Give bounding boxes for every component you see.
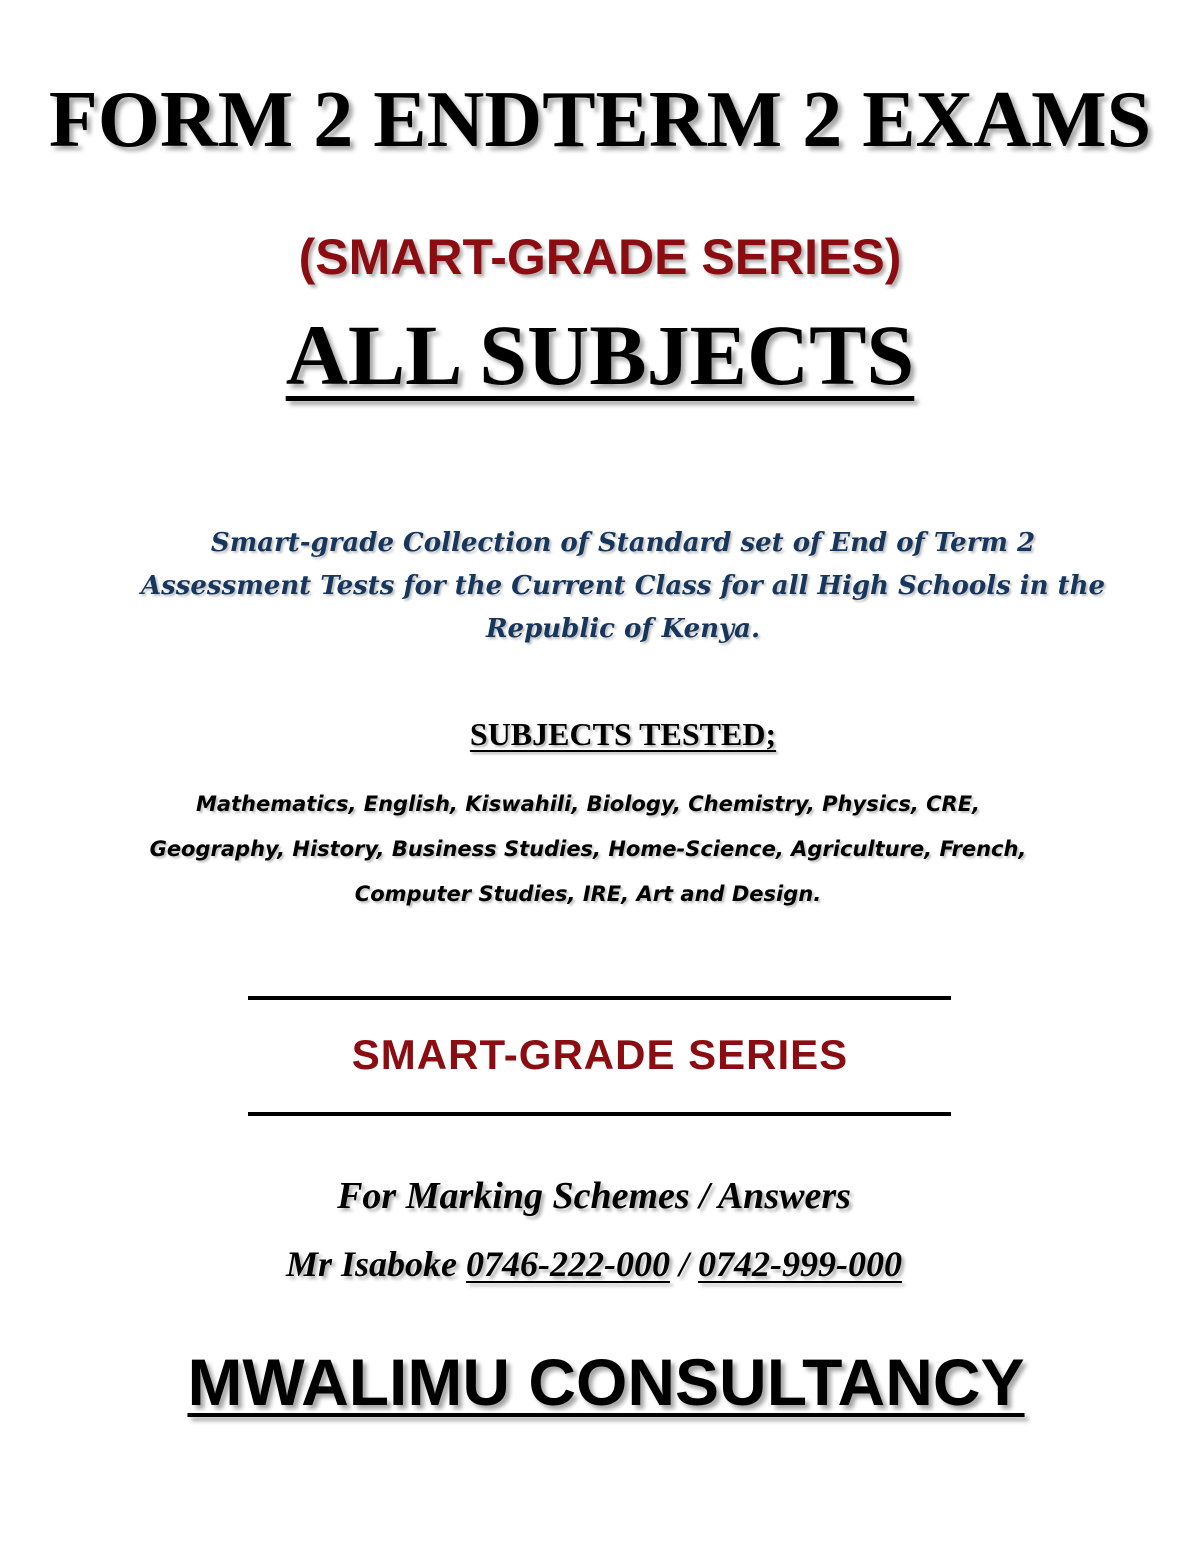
- divider-top: [248, 996, 951, 1000]
- series-band-label: SMART-GRADE SERIES: [351, 1031, 849, 1078]
- marking-schemes-label: For Marking Schemes / Answers: [337, 1175, 851, 1217]
- all-subjects-text: ALL SUBJECTS: [285, 307, 915, 403]
- all-subjects-heading: [0, 305, 1200, 405]
- subjects-list: Mathematics, English, Kiswahili, Biology, Chemistry, Physics, CRE, Geography, History, Business Studies, Home-Science, Agriculture, French, Computer Studies, IRE, Art and Design.: [149, 792, 1027, 906]
- contact-phone-1[interactable]: 0746-222-000: [466, 1244, 670, 1284]
- series-subtitle: (SMART-GRADE SERIES): [298, 229, 902, 285]
- organization-text: MWALIMU CONSULTANCY: [187, 1345, 1025, 1419]
- divider-bottom: [248, 1112, 951, 1116]
- contact-separator: /: [679, 1244, 690, 1284]
- subjects-tested-heading: [0, 712, 1200, 756]
- description-text: Smart-grade Collection of Standard set of End of Term 2 Assessment Tests for the Current Class for all High Schools in the Republic of Kenya.: [140, 528, 1106, 644]
- contact-phone-2[interactable]: 0742-999-000: [698, 1244, 902, 1284]
- subjects-tested-text: SUBJECTS TESTED;: [469, 716, 777, 752]
- contact-line: [0, 1236, 1194, 1292]
- organization-name: [6, 1340, 1200, 1424]
- page-title: FORM 2 ENDTERM 2 EXAMS: [48, 76, 1152, 164]
- contact-name: Mr Isaboke: [285, 1244, 458, 1284]
